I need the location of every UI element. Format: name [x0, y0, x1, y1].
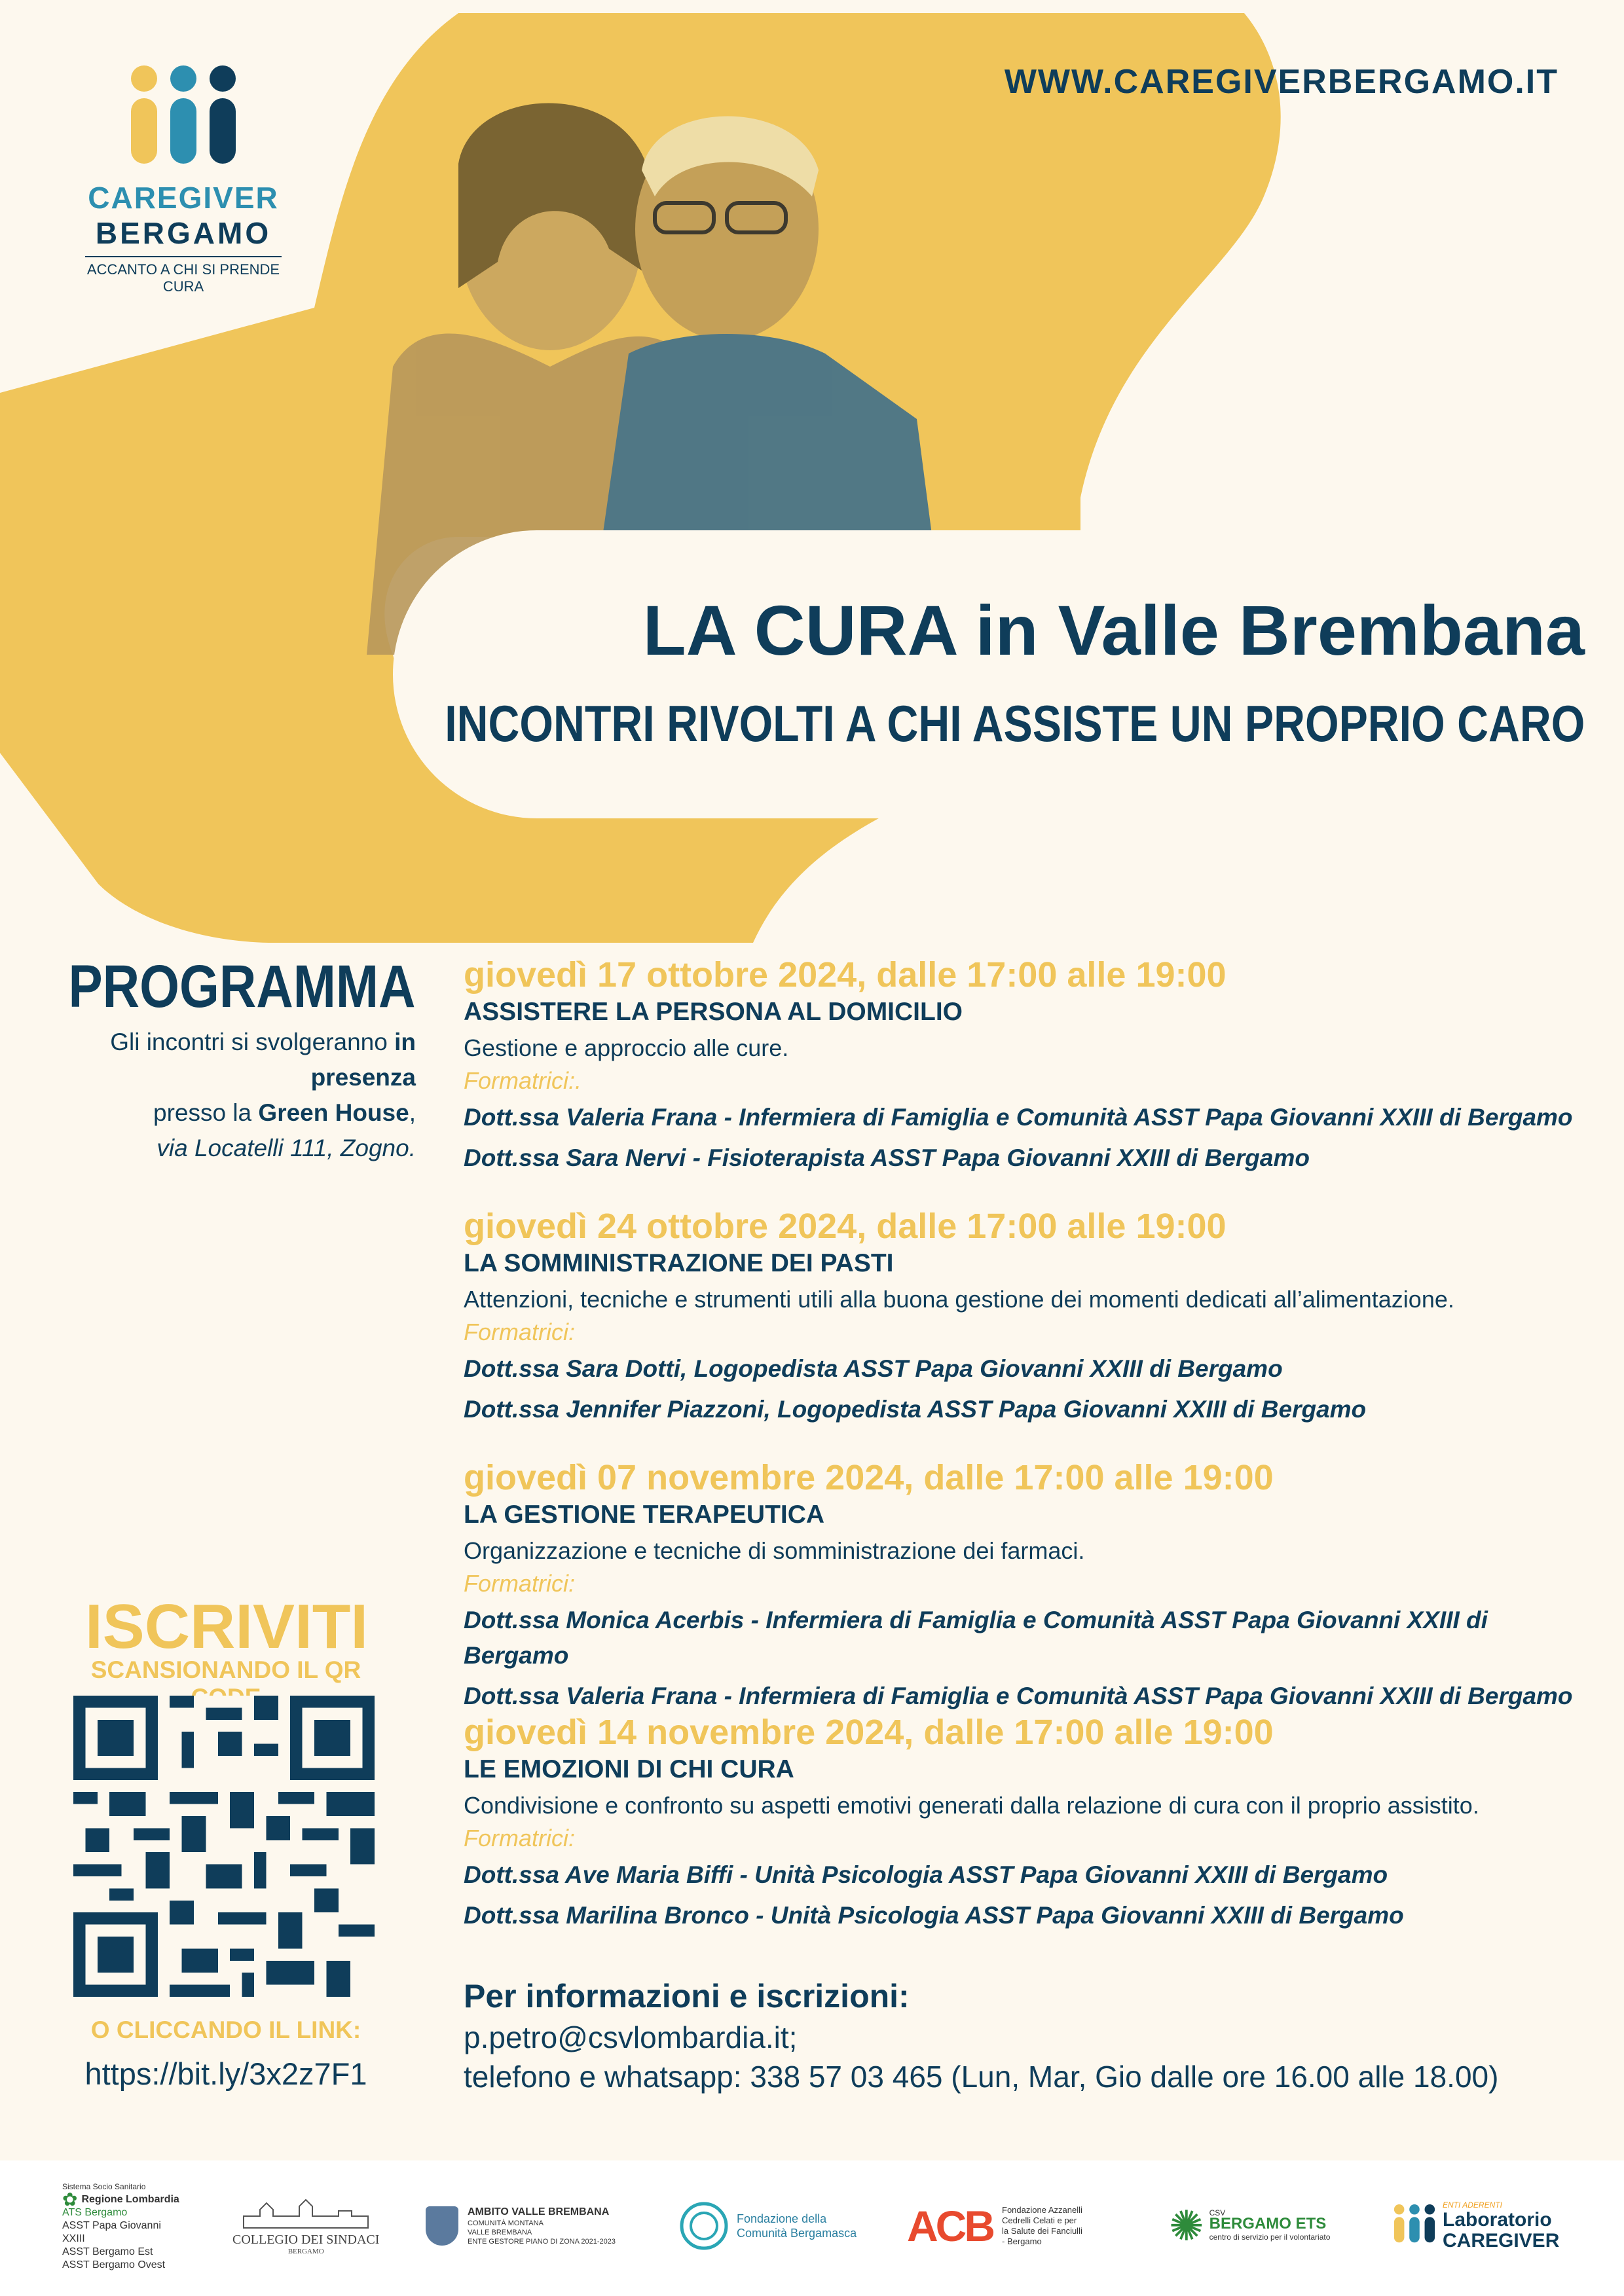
footer-text: CSV [1209, 2208, 1226, 2217]
session-title: LA GESTIONE TERAPEUTICA [464, 1501, 825, 1529]
footer-text: CAREGIVER [1443, 2230, 1560, 2251]
footer-text: - Bergamo [1002, 2236, 1042, 2246]
logo-icon [1392, 2203, 1437, 2249]
scan-instruction: SCANSIONANDO IL QR [90, 1656, 361, 1683]
session-title: LA SOMMINISTRAZIONE DEI PASTI [464, 1249, 894, 1277]
footer-text: Fondazione della [737, 2212, 827, 2225]
click-instruction: O CLICCANDO IL LINK: [90, 2016, 361, 2043]
csv-bergamo-logo [1169, 2180, 1330, 2272]
laboratorio-caregiver-logo [1392, 2180, 1559, 2272]
trainers-label: Formatrici:. [464, 1067, 581, 1094]
website-link[interactable]: WWW.CAREGIVERBERGAMO.IT [1004, 63, 1559, 101]
session-date: giovedì 24 ottobre 2024, dalle 17:00 alle 19:00 [464, 1207, 1227, 1246]
title-card [393, 530, 1624, 818]
footer-text: Fondazione Azzanelli [1002, 2205, 1082, 2215]
trainer: Dott.ssa Valeria Frana - Infermiera di Famiglia e Comunità ASST Papa Giovanni XXIII di Bergamo [464, 1104, 1573, 1131]
csv-wheel-icon: ✺ [1169, 2202, 1204, 2250]
spiral-icon [678, 2200, 730, 2252]
program-desc-venue: Green House [258, 1099, 409, 1126]
collegio-sindaci-logo [232, 2180, 379, 2272]
session-4 [464, 1712, 1577, 1933]
rose-icon: ✿ [62, 2189, 78, 2210]
footer-text: AMBITO VALLE BREMBANA [468, 2206, 610, 2217]
footer-text: VALLE BREMBANA [468, 2229, 532, 2236]
logo-tagline: ACCANTO A CHI SI PRENDE CURA [85, 256, 282, 295]
fondazione-azzanelli-logo [907, 2180, 1082, 2272]
footer-text: ASST Bergamo Est [62, 2246, 153, 2257]
program-heading: PROGRAMMA [69, 953, 416, 1020]
session-desc: Attenzioni, tecniche e strumenti utili alla buona gestione dei momenti dedicati all’alimentazione. [464, 1286, 1454, 1313]
trainer: Dott.ssa Sara Dotti, Logopedista ASST Papa Giovanni XXIII di Bergamo [464, 1355, 1283, 1382]
footer-text: BERGAMO ETS [1209, 2215, 1327, 2232]
trainers-label: Formatrici: [464, 1825, 575, 1851]
program-desc-text: Gli incontri si svolgeranno [110, 1029, 395, 1055]
session-date: giovedì 14 novembre 2024, dalle 17:00 alle 19:00 [464, 1713, 1274, 1752]
trainer: Dott.ssa Marilina Bronco - Unità Psicologia ASST Papa Giovanni XXIII di Bergamo [464, 1902, 1404, 1929]
acb-icon: ACB [907, 2202, 993, 2250]
session-title: ASSISTERE LA PERSONA AL DOMICILIO [464, 998, 963, 1026]
trainers-label: Formatrici: [464, 1570, 575, 1597]
info-email[interactable]: p.petro@csvlombardia.it; [464, 2020, 798, 2054]
session-desc: Condivisione e confronto su aspetti emotivi generati dalla relazione di cura con il proprio assistito. [464, 1792, 1479, 1819]
qr-code[interactable] [73, 1696, 375, 1997]
session-3 [464, 1457, 1577, 1714]
program-desc-bold: in presenza [310, 1029, 416, 1091]
trainers-label: Formatrici: [464, 1319, 575, 1345]
logo-icon [124, 62, 242, 180]
footer-text: ENTI ADERENTI [1443, 2200, 1502, 2210]
subtitle: INCONTRI RIVOLTI A CHI ASSISTE UN PROPRIO CARO [444, 695, 1585, 752]
session-date: giovedì 07 novembre 2024, dalle 17:00 alle 19:00 [464, 1458, 1274, 1497]
footer-text: ENTE GESTORE PIANO DI ZONA 2021-2023 [468, 2238, 616, 2246]
footer-text: centro di servizio per il volontariato [1209, 2232, 1331, 2242]
footer-text: Sistema Socio Sanitario [62, 2182, 146, 2191]
skyline-icon [240, 2196, 371, 2229]
footer-text: COLLEGIO DEI SINDACI [232, 2232, 380, 2247]
footer-text: ASST Bergamo Ovest [62, 2259, 166, 2270]
session-2 [464, 1206, 1577, 1427]
program-address: via Locatelli 111, Zogno. [157, 1135, 416, 1161]
footer-text: la Salute dei Fanciulli [1002, 2226, 1082, 2236]
fondazione-comunita-logo [678, 2180, 857, 2272]
main-title: LA CURA in Valle Brembana [642, 591, 1585, 670]
footer-text: Laboratorio [1443, 2209, 1552, 2231]
trainer: Dott.ssa Monica Acerbis - Infermiera di Famiglia e Comunità ASST Papa Giovanni XXIII di Bergamo [464, 1607, 1488, 1669]
logo-name-2: BERGAMO [95, 216, 272, 250]
footer-text: BERGAMO [287, 2248, 324, 2255]
footer-text: ATS Bergamo [62, 2207, 128, 2218]
signup-link[interactable]: https://bit.ly/3x2z7F1 [84, 2056, 367, 2091]
logo-name-1: CAREGIVER [88, 181, 279, 215]
ambito-valle-brembana-logo [426, 2180, 616, 2272]
footer-text: Cedrelli Celati e per [1002, 2215, 1077, 2225]
trainer: Dott.ssa Valeria Frana - Infermiera di Famiglia e Comunità ASST Papa Giovanni XXIII di Bergamo [464, 1683, 1573, 1709]
program-desc-text: presso la [153, 1099, 259, 1126]
trainer: Dott.ssa Jennifer Piazzoni, Logopedista ASST Papa Giovanni XXIII di Bergamo [464, 1396, 1367, 1423]
trainer: Dott.ssa Sara Nervi - Fisioterapista ASST Papa Giovanni XXIII di Bergamo [464, 1144, 1310, 1171]
session-1 [464, 955, 1577, 1176]
footer-text: ASST Papa Giovanni XXIII [62, 2220, 161, 2244]
crest-icon [426, 2206, 458, 2246]
footer-text: COMUNITÀ MONTANA [468, 2219, 544, 2227]
session-title: LE EMOZIONI DI CHI CURA [464, 1755, 794, 1783]
signup-heading: ISCRIVITI [85, 1592, 369, 1662]
footer-text: Comunità Bergamasca [737, 2227, 857, 2240]
program-desc-text: , [409, 1099, 416, 1126]
regione-lombardia-logo [62, 2180, 187, 2272]
footer-text: Regione Lombardia [81, 2194, 179, 2205]
info-phone: telefono e whatsapp: 338 57 03 465 (Lun, Mar, Gio dalle ore 16.00 alle 18.00) [464, 2060, 1499, 2094]
session-desc: Organizzazione e tecniche di somministrazione dei farmaci. [464, 1537, 1085, 1564]
info-heading: Per informazioni e iscrizioni: [464, 1978, 910, 2014]
session-date: giovedì 17 ottobre 2024, dalle 17:00 alle 19:00 [464, 955, 1227, 994]
caregiver-bergamo-logo [85, 62, 282, 295]
program-description [23, 1025, 416, 1166]
session-desc: Gestione e approccio alle cure. [464, 1034, 789, 1061]
trainer: Dott.ssa Ave Maria Biffi - Unità Psicologia ASST Papa Giovanni XXIII di Bergamo [464, 1861, 1388, 1888]
